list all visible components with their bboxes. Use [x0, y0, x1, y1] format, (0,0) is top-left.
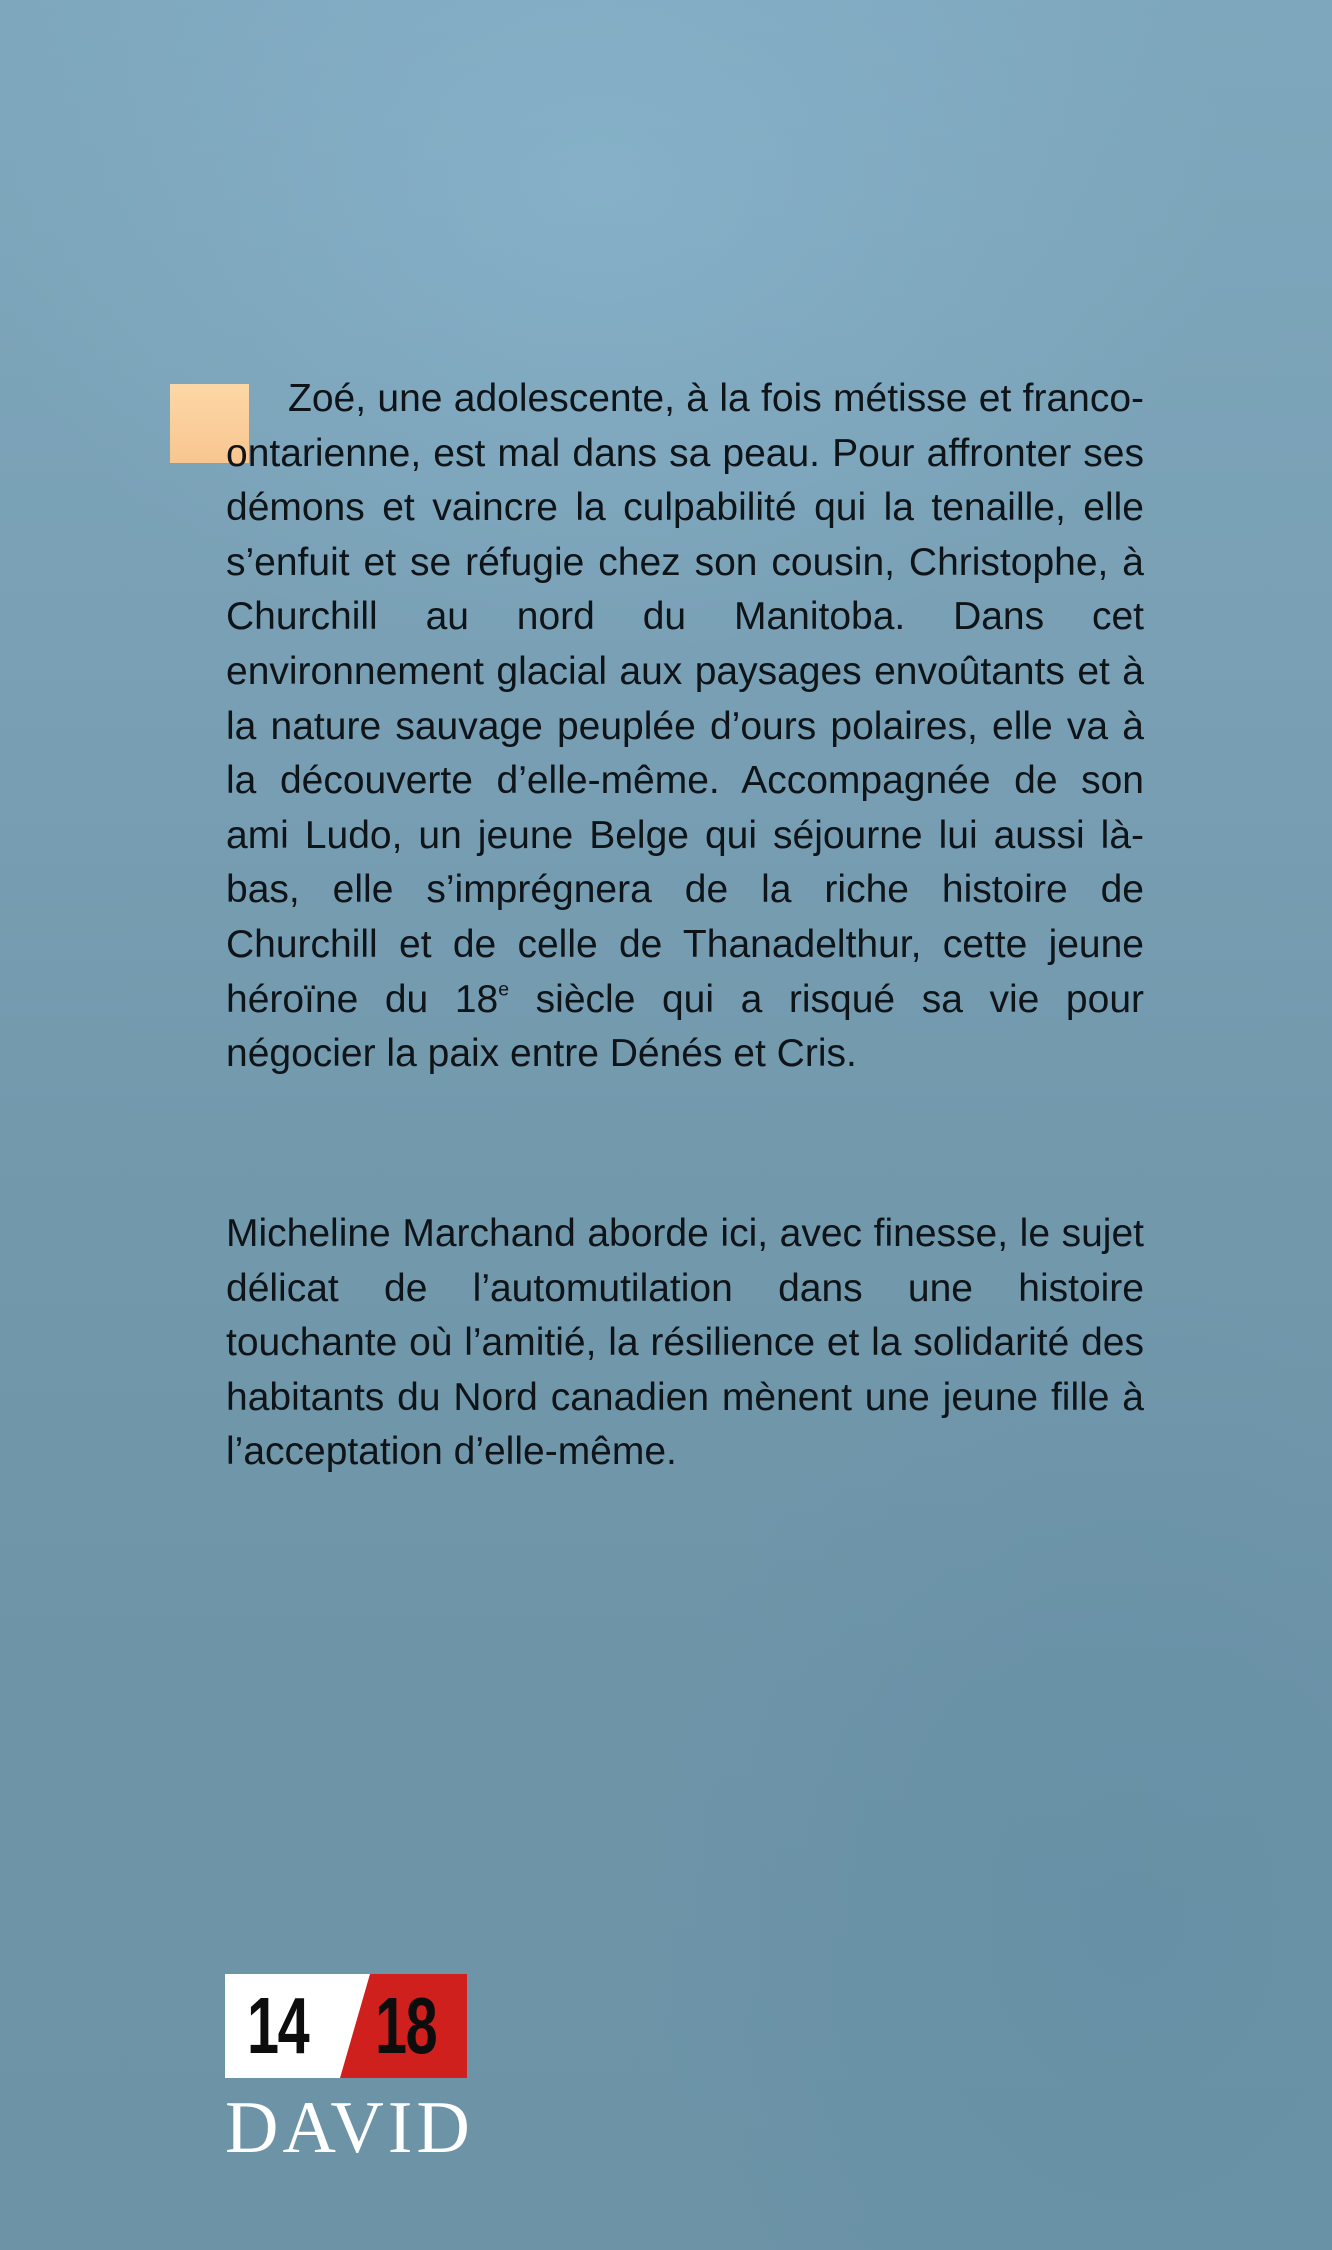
publisher-logo	[225, 1974, 474, 2169]
age-max-label: 18	[375, 1981, 437, 2070]
blurb-paragraph-2: Micheline Marchand aborde ici, avec finesse, le sujet délicat de l’automutilation dans une histoire touchante où l’amitié, la résilience et la solidarité des habitants du Nord canadien mènent une jeune fille à l’acceptation d’elle-même.	[226, 1212, 1144, 1474]
blurb-text-1	[226, 372, 1144, 1082]
publisher-name: DAVID	[225, 2087, 474, 2169]
age-min-label: 14	[247, 1981, 309, 2070]
age-range-badge	[225, 1974, 467, 2078]
blurb-text-1-tail: siècle qui a risqué sa vie pour négocier la paix entre Dénés et Cris.	[226, 977, 1144, 1076]
blurb-text-1-lead: Zoé, une adolescente, à la fois métisse et franco-ontarienne, est mal dans sa peau. Pour affronter ses démons et vaincre la culpabilité qui la tenaille, elle s’enfuit et se réfugie chez son cousin, Christophe, à Churchill au nord du Manitoba. Dans cet environnement glacial aux paysages envoûtants et à la nature sauvage peuplée d’ours polaires, elle va à la découverte d’elle-même. Accompagnée de son ami Ludo, un jeune Belge qui séjourne lui aussi là-bas, elle s’imprégnera de la riche histoire de Churchill et de celle de Thanadelthur, cette jeune héroïne du 18	[226, 377, 1144, 1021]
blurb-paragraph-1	[226, 372, 1144, 1082]
ordinal-superscript: e	[498, 977, 510, 1000]
